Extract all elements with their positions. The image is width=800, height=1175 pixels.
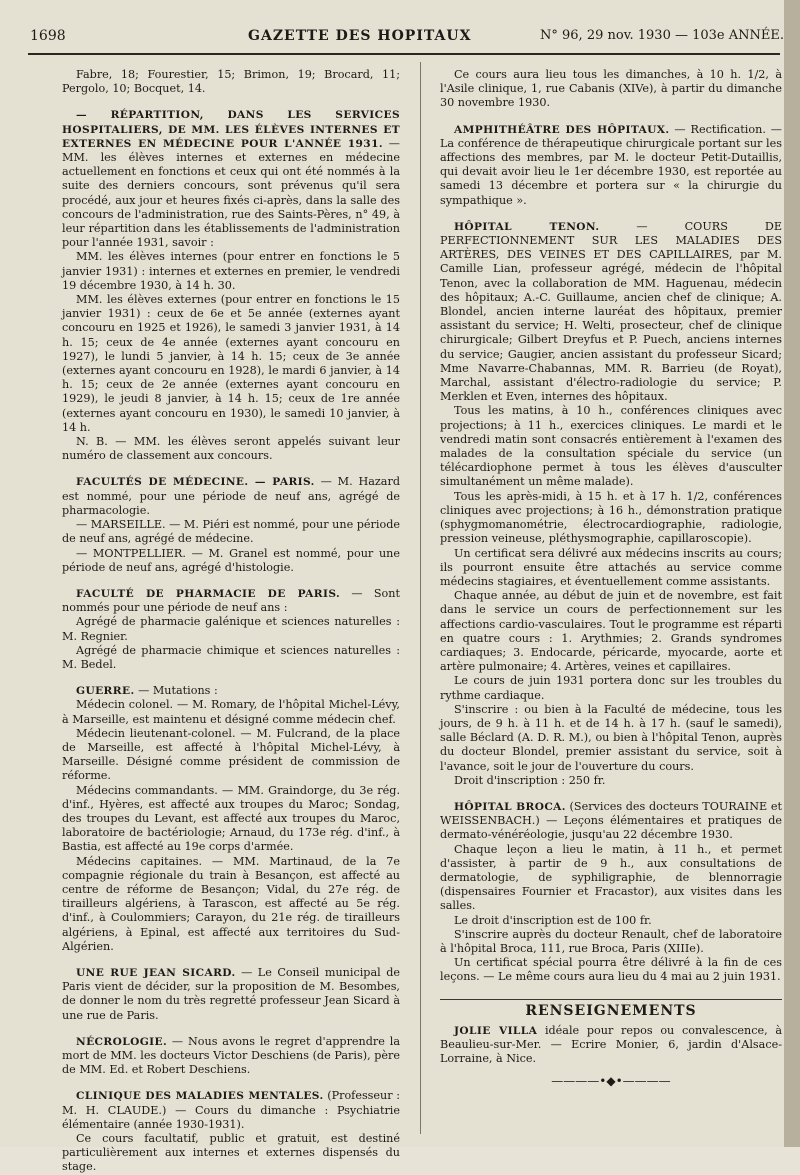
article-paragraph xyxy=(62,727,400,784)
article-paragraph xyxy=(62,250,400,293)
article-paragraph xyxy=(62,435,400,463)
page-header xyxy=(0,20,800,60)
paragraph-heading: GUERRE. xyxy=(76,685,135,698)
article-paragraph xyxy=(440,800,782,843)
article-paragraph xyxy=(440,674,782,702)
right-column-paragraphs xyxy=(440,68,782,985)
paragraph-text: — COURS DE PERFECTIONNEMENT SUR LES MALADIES DES ARTÈRES, DES VEINES ET DES CAPILLAIRES, par M. Camille Lian, professeur agrégé, médecin de l'hôpital Tenon, avec la collaboration de MM. Haguenau, médecin des hôpitaux; A.-C. Guillaume, ancien chef de clinique; A. Blondel, ancien interne lauréat des hôpitaux, premier assistant du service; H. Welti, prosecteur, chef de clinique chirurgicale; Gilbert Dreyfus et P. Puech, anciens internes du service; Gaugier, ancien assistant du professeur Sicard; Mme Navarre-Chabannas, MM. R. Barrieu (de Royat), Marchal, assistant d'électro-radiologie du service; P. Merklen et Even, internes des hôpitaux. xyxy=(440,219,783,404)
article-paragraph xyxy=(62,684,400,698)
paragraph-heading: FACULTÉ DE PHARMACIE DE PARIS. xyxy=(76,587,341,600)
paragraph-text: — Nous avons le regret d'apprendre la mort de MM. les docteurs Victor Deschiens (de Paris), père de MM. Ed. et Robert Deschiens. xyxy=(62,1034,400,1077)
paragraph-text: Agrégé de pharmacie chimique et sciences naturelles : M. Bedel. xyxy=(62,643,400,671)
page-number: 1698 xyxy=(30,28,66,44)
classified-ad-body: idéale pour repos ou convalescence, à Beaulieu-sur-Mer. — Ecrire Monier, 6, jardin d'Alsace-Lorraine, à Nice. xyxy=(440,1023,782,1066)
paragraph-text: MM. les élèves internes (pour entrer en fonctions le 5 janvier 1931) : internes et externes en premier, le vendredi 19 décembre 1930, à 14 h. 30. xyxy=(62,250,400,292)
paragraph-text: — MARSEILLE. — M. Piéri est nommé, pour une période de neuf ans, agrégé de médecine. xyxy=(62,518,400,546)
left-column xyxy=(62,68,400,1175)
renseignements-title: RENSEIGNEMENTS xyxy=(440,999,782,1018)
paragraph-text: — MM. les élèves internes et externes en médecine actuellement en fonctions et ceux qui ont été nommés à la suite des derniers concours, sont prévenus qu'il sera procédé, aux jour et heures fixés ci-après, dans la salle des concours de l'administration, rue des Saints-Pères, n° 49, à leur répartition dans les établissements de l'administration pour l'année 1931, savoir : xyxy=(62,136,400,250)
classified-ad xyxy=(440,1024,782,1067)
paragraph-text: Chaque leçon a lieu le matin, à 11 h., et permet d'assister, à partir de 9 h., aux consultations de dermatologie, de syphiligraphie, de blennorragie (dispensaires Fournier et Fracastor), aux visites dans les salles. xyxy=(440,842,782,913)
paragraph-heading: HÔPITAL BROCA. xyxy=(454,800,566,813)
issue-info: N° 96, 29 nov. 1930 — 103e ANNÉE. xyxy=(540,28,784,43)
article-paragraph xyxy=(62,966,400,1023)
article-paragraph xyxy=(440,123,782,208)
article-paragraph xyxy=(440,928,782,956)
paragraph-text: — Rectification. — La conférence de thérapeutique chirurgicale portant sur les affections des membres, par M. le docteur Petit-Dutaillis, qui devait avoir lieu le 1er décembre 1930, est reportée au samedi 13 décembre et portera sur « la chirurgie du sympathique ». xyxy=(440,122,782,207)
article-paragraph xyxy=(62,698,400,726)
article-paragraph xyxy=(62,108,400,250)
paragraph-text: Le droit d'inscription est de 100 fr. xyxy=(454,913,652,927)
paragraph-text: Ce cours aura lieu tous les dimanches, à 10 h. 1/2, à l'Asile clinique, 1, rue Cabanis (XIVe), à partir du dimanche 30 novembre 1930. xyxy=(440,68,782,110)
paragraph-text: Médecins commandants. — MM. Graindorge, du 3e rég. d'inf., Hyères, est affecté aux troupes du Maroc; Sondag, des troupes du Levant, est affecté aux troupes du Maroc, laboratoire de bactériologie; Arnaud, du 173e rég. d'inf., à Bastia, est affecté au 19e corps d'armée. xyxy=(62,783,400,854)
paragraph-text: — MONTPELLIER. — M. Granel est nommé, pour une période de neuf ans, agrégé d'histologie. xyxy=(62,546,400,574)
paragraph-text: MM. les élèves externes (pour entrer en fonctions le 15 janvier 1931) : ceux de 6e et 5e année (externes ayant concouru en 1925 et 1926), le samedi 3 janvier 1931, à 14 h. 15; ceux de 4e année (externes ayant concouru en 1927), le lundi 5 janvier, à 14 h. 15; ceux de 3e année (externes ayant concouru en 1928), le mardi 6 janvier, à 14 h. 15; ceux de 2e année (externes ayant concouru en 1929), le jeudi 8 janvier, à 14 h. 15; ceux de 1re année (externes ayant concouru en 1930), le samedi 10 janvier, à 14 h. xyxy=(62,293,400,434)
ornament-divider: ————•◆•———— xyxy=(551,1074,671,1089)
paragraph-heading: AMPHITHÉÂTRE DES HÔPITAUX. xyxy=(454,123,670,136)
article-paragraph xyxy=(440,589,782,674)
paragraph-text: Un certificat spécial pourra être délivré à la fin de ces leçons. — Le même cours aura lieu du 4 mai au 2 juin 1931. xyxy=(440,956,782,984)
paragraph-heading: FACULTÉS DE MÉDECINE. — PARIS. xyxy=(76,476,315,489)
article-paragraph xyxy=(440,914,782,928)
publication-title: GAZETTE DES HOPITAUX xyxy=(248,28,472,44)
article-paragraph xyxy=(440,490,782,547)
paragraph-text: N. B. — MM. les élèves seront appelés suivant leur numéro de classement aux concours. xyxy=(62,435,400,463)
article-paragraph xyxy=(440,547,782,590)
paragraph-text: S'inscrire auprès du docteur Renault, chef de laboratoire à l'hôpital Broca, 111, rue Broca, Paris (XIIIe). xyxy=(440,927,782,955)
paragraph-heading: HÔPITAL TENON. xyxy=(454,220,600,233)
paragraph-heading: — RÉPARTITION, DANS LES SERVICES HOSPITALIERS, DE MM. LES ÉLÈVES INTERNES ET EXTERNES EN MÉDECINE POUR L'ANNÉE 1931. xyxy=(62,109,400,150)
article-paragraph xyxy=(440,774,782,788)
paragraph-text: Médecin lieutenant-colonel. — M. Fulcrand, de la place de Marseille, est affecté à l'hôpital Michel-Lévy, à Marseille. Désigné comme président de commission de réforme. xyxy=(62,726,400,783)
paragraph-text: Tous les après-midi, à 15 h. et à 17 h. 1/2, conférences cliniques avec projections; à 16 h., démonstration pratique (sphygmomanométrie, électrocardiographie, radiologie, pression veineuse, pléthysmographie, capillaroscopie). xyxy=(440,489,782,546)
article-paragraph xyxy=(62,784,400,855)
paragraph-heading: NÉCROLOGIE. xyxy=(76,1035,168,1048)
paragraph-text: Tous les matins, à 10 h., conférences cliniques avec projections; à 11 h., exercices cliniques. Le mardi et le vendredi matin sont consacrés entièrement à l'examen des malades de la consultation spéciale du service (un télécardiophone permet à tous les élèves d'ausculter simultanément un même malade). xyxy=(440,404,782,489)
paragraph-text: Agrégé de pharmacie galénique et sciences naturelles : M. Regnier. xyxy=(62,615,400,643)
article-paragraph xyxy=(62,68,400,96)
article-paragraph xyxy=(62,475,400,518)
article-paragraph xyxy=(440,843,782,914)
paragraph-text: (Professeur : M. H. CLAUDE.) — Cours du dimanche : Psychiatrie élémentaire (année 1930-1931). xyxy=(62,1089,400,1131)
article-paragraph xyxy=(62,293,400,435)
article-paragraph xyxy=(62,1132,400,1175)
article-paragraph xyxy=(62,1035,400,1078)
paragraph-text: Chaque année, au début de juin et de novembre, est fait dans le service un cours de perfectionnement sur les affections cardio-vasculaires. Tout le programme est réparti en quatre cours : 1. Arythmies; 2. Grands syndromes cardiaques; 3. Endocarde, péricarde, myocarde, aorte et artère pulmonaire; 4. Artères, veines et capillaires. xyxy=(440,589,782,674)
article-paragraph xyxy=(62,547,400,575)
article-paragraph xyxy=(62,615,400,643)
article-paragraph xyxy=(440,956,782,984)
paragraph-text: Médecin colonel. — M. Romary, de l'hôpital Michel-Lévy, à Marseille, est maintenu et désigné comme médecin chef. xyxy=(62,698,400,726)
article-paragraph xyxy=(62,644,400,672)
article-paragraph xyxy=(440,68,782,111)
page-edge xyxy=(784,0,800,1147)
article-paragraph xyxy=(62,587,400,615)
paragraph-text: S'inscrire : ou bien à la Faculté de médecine, tous les jours, de 9 h. à 11 h. et de 14 h. à 17 h. (sauf le samedi), salle Béclard (A. D. R. M.), ou bien à l'hôpital Tenon, auprès du docteur Blondel, premier assistant du service, soit à l'avance, soit le jour de l'ouverture du cours. xyxy=(440,702,782,773)
article-paragraph xyxy=(62,1089,400,1132)
paragraph-text: — M. Hazard est nommé, pour une période de neuf ans, agrégé de pharmacologie. xyxy=(62,475,400,517)
right-column xyxy=(440,68,782,1089)
classified-ad-head: JOLIE VILLA xyxy=(454,1024,538,1037)
article-paragraph xyxy=(440,220,782,405)
article-paragraph xyxy=(62,518,400,546)
paragraph-heading: UNE RUE JEAN SICARD. xyxy=(76,966,236,979)
column-divider xyxy=(420,62,421,1134)
paragraph-text: Ce cours facultatif, public et gratuit, est destiné particulièrement aux internes et externes dispensés du stage. xyxy=(62,1132,400,1174)
paragraph-text: — Sont nommés pour une période de neuf ans : xyxy=(62,586,400,615)
article-paragraph xyxy=(440,703,782,774)
paragraph-text: Le cours de juin 1931 portera donc sur les troubles du rythme cardiaque. xyxy=(440,674,782,702)
paragraph-text: Médecins capitaines. — MM. Martinaud, de la 7e compagnie régionale du train à Besançon, est affecté au centre de réforme de Besançon; Vidal, du 27e rég. de tirailleurs algériens, à Tarascon, est affecté au 5e rég. d'inf., à Coulommiers; Carayon, du 21e rég. de tirailleurs algériens, à Epinal, est affecté aux territoires du Sud-Algérien. xyxy=(62,854,400,953)
paragraph-text: — Le Conseil municipal de Paris vient de décider, sur la proposition de M. Besombes, de donner le nom du très regretté professeur Jean Sicard à une rue de Paris. xyxy=(62,965,400,1022)
article-paragraph xyxy=(440,404,782,489)
paragraph-text: — Mutations : xyxy=(134,684,218,698)
paragraph-text: Un certificat sera délivré aux médecins inscrits au cours; ils pourront ensuite être attachés au service comme médecins stagiaires, et éventuellement comme assistants. xyxy=(440,546,782,588)
paragraph-heading: CLINIQUE DES MALADIES MENTALES. xyxy=(76,1090,324,1103)
article-paragraph xyxy=(62,855,400,954)
paragraph-text: Droit d'inscription : 250 fr. xyxy=(454,773,606,787)
header-rule xyxy=(28,53,780,55)
paragraph-text: (Services des docteurs TOURAINE et WEISSENBACH.) — Leçons élémentaires et pratiques de dermato-vénéréologie, jusqu'au 22 décembre 1930. xyxy=(440,799,782,842)
paragraph-text: Fabre, 18; Fourestier, 15; Brimon, 19; Brocard, 11; Pergolo, 10; Bocquet, 14. xyxy=(62,68,400,96)
